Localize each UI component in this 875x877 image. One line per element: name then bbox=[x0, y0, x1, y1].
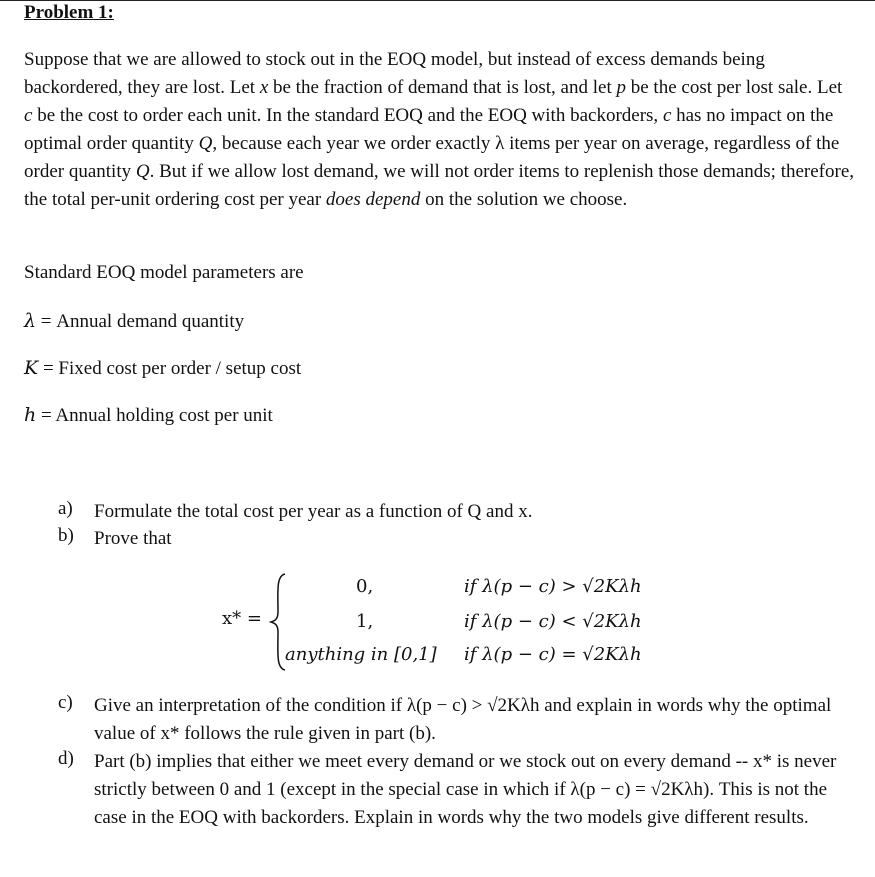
part-b-label: b) bbox=[58, 525, 74, 546]
piece-cond-0: if λ(p − c) > √2Kλh bbox=[464, 576, 642, 597]
param-lambda: λ = Annual demand quantity bbox=[24, 310, 245, 332]
intro-paragraph: Suppose that we are allowed to stock out in the EOQ model, but instead of excess demands being backordered, they are lost. Let x be the fraction of demand that is lost, and let p be the cost per lost sale. Let c be the cost to order each unit. In the standard EOQ and the EOQ with backorders, c has no impact on the optimal order quantity Q, because each year we order exactly λ items per year on average, regardless of the order quantity Q. But if we allow lost demand, we will not order items to replenish those demands; therefore, the total per-unit ordering cost per year does depend on the solution we choose. bbox=[24, 49, 855, 210]
part-a-label: a) bbox=[58, 498, 73, 519]
piece-value-2: anything in [0,1] bbox=[285, 644, 437, 665]
piece-value-1: 1, bbox=[356, 611, 374, 632]
part-b-text: Prove that bbox=[94, 528, 172, 549]
param-h: h = Annual holding cost per unit bbox=[24, 404, 273, 426]
part-c-text: Give an interpretation of the condition if λ(p − c) > √2Kλh and explain in words why the optimal value of x* follows the rule given in part (b). bbox=[94, 695, 832, 744]
part-a-text: Formulate the total cost per year as a function of Q and x. bbox=[94, 501, 533, 522]
part-d-label: d) bbox=[58, 748, 74, 769]
problem-title: Problem 1: bbox=[24, 2, 114, 23]
part-c-label: c) bbox=[58, 692, 73, 713]
params-heading: Standard EOQ model parameters are bbox=[24, 262, 304, 283]
param-k: K = Fixed cost per order / setup cost bbox=[24, 357, 302, 379]
piece-cond-1: if λ(p − c) < √2Kλh bbox=[464, 611, 642, 632]
piece-value-0: 0, bbox=[356, 576, 374, 597]
top-rule bbox=[0, 0, 875, 1]
part-d-text: Part (b) implies that either we meet every demand or we stock out on every demand -- x* is never strictly between 0 and 1 (except in the special case in which if λ(p − c) = √2Kλh). This is not the case in the EOQ with backorders. Explain in words why the two models give different results. bbox=[94, 751, 837, 828]
piece-cond-2: if λ(p − c) = √2Kλh bbox=[464, 644, 642, 665]
piecewise-lhs: x* = bbox=[222, 608, 262, 629]
